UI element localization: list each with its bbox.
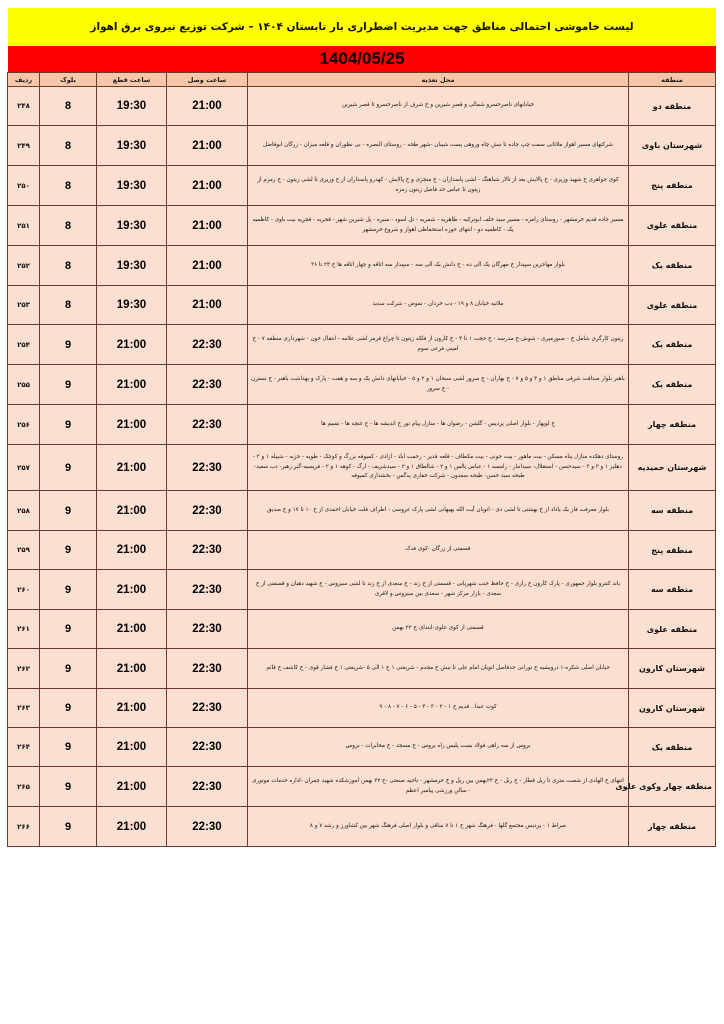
- cell-cut-time: 19:30: [97, 206, 167, 246]
- cell-cut-time: 21:00: [97, 531, 167, 570]
- cell-restore-time: 22:30: [167, 405, 248, 445]
- cell-cut-time: 21:00: [97, 491, 167, 531]
- column-header-restore-time: ساعت وصل: [167, 73, 248, 87]
- cell-row-number: ۲۴۹: [8, 126, 40, 166]
- cell-description: باهنر بلوار صداقت شرقی مناطق ۱ و ۳ و ۵ و ۷ - خ بهاران - خ سرور لشی سبحان ۱ و ۲ و ۵ - خیابانهای دانش یک و سه و هفت - پارک و بهداشت باهنر - خ نسترن - خ سرور: [248, 365, 629, 405]
- cell-block: 9: [40, 570, 97, 610]
- cell-cut-time: 19:30: [97, 286, 167, 325]
- cell-block: 8: [40, 286, 97, 325]
- table-row: [8, 365, 716, 405]
- cell-restore-time: 22:30: [167, 365, 248, 405]
- cell-block: 8: [40, 166, 97, 206]
- cell-cut-time: 21:00: [97, 365, 167, 405]
- cell-row-number: ۲۵۷: [8, 445, 40, 491]
- cell-block: 8: [40, 126, 97, 166]
- cell-description: مسیر جاده قدیم خرمشهر - روستای رامزه - مسیر سید خلف ابوترکیه - طاهریه - شمریه - تل اسود - سیره - پل شیرین شهر - قجریه - قجریه بیت باوی - کاظمیه یک - کاظمیه دو - انتهای حوزه استحفاظی اهواز و شروع خرمشهر: [248, 206, 629, 246]
- cell-region: منطقه چهار: [629, 405, 716, 445]
- cell-restore-time: 21:00: [167, 286, 248, 325]
- cell-cut-time: 21:00: [97, 767, 167, 807]
- cell-row-number: ۲۵۵: [8, 365, 40, 405]
- cell-region: شهرستان کارون: [629, 689, 716, 728]
- table-row: [8, 728, 716, 767]
- column-header-description: محل تغذیه: [248, 73, 629, 87]
- column-header-region: منطقه: [629, 73, 716, 87]
- cell-restore-time: 21:00: [167, 206, 248, 246]
- cell-description: کوی جواهری خ شهید وزیری - خ پالایش بعد از تالار شباهنگ - لشی پاسداران - خ منجزی و خ پالایش - کهدرو پاسداران از خ وزیری تا لشی زیتون - خ زمزم از زیتون تا عباس حد فاصل زیتون زمزه: [248, 166, 629, 206]
- table-row: [8, 405, 716, 445]
- cell-block: 9: [40, 445, 97, 491]
- cell-restore-time: 22:30: [167, 689, 248, 728]
- cell-cut-time: 21:00: [97, 728, 167, 767]
- cell-description: ملاثیه خیابان ۸ و ۱۹ - دب خردان - نموص - شرکت سدید: [248, 286, 629, 325]
- cell-row-number: ۲۶۲: [8, 649, 40, 689]
- table-header: [8, 73, 716, 87]
- cell-block: 9: [40, 807, 97, 847]
- cell-cut-time: 21:00: [97, 807, 167, 847]
- cell-cut-time: 21:00: [97, 649, 167, 689]
- cell-region: شهرستان باوی: [629, 126, 716, 166]
- cell-region: منطقه علوی: [629, 610, 716, 649]
- cell-cut-time: 19:30: [97, 87, 167, 126]
- cell-row-number: ۲۴۸: [8, 87, 40, 126]
- cell-block: 9: [40, 610, 97, 649]
- cell-row-number: ۲۵۴: [8, 325, 40, 365]
- cell-cut-time: 21:00: [97, 445, 167, 491]
- cell-region: منطقه چهار وکوی علوی: [629, 767, 716, 807]
- cell-cut-time: 19:30: [97, 166, 167, 206]
- cell-description: باند کنترو بلوار جمهوری - پارک کارون خ رازی - خ حافظ جنب شهربانی - قسمتی از خ زند - خ سعدی از خ زند تا لشی سیروس - خ شهید دهبان و قسمتی از خ سعدی - بازار مرکز شهر - سعدی بین سیروس و لاقری: [248, 570, 629, 610]
- cell-row-number: ۲۵۲: [8, 246, 40, 286]
- cell-region: منطقه یک: [629, 246, 716, 286]
- table-row: [8, 246, 716, 286]
- cell-row-number: ۲۶۵: [8, 767, 40, 807]
- column-header-block: بلوک: [40, 73, 97, 87]
- cell-region: منطقه پنج: [629, 531, 716, 570]
- cell-description: بلوار مهاجرین سپیدار خ مهرگان یک الی ده - خ دانش یک الی سه - سپیدار سه اتاقه و چهار اتاقه ها خ ۲۳ تا ۳۶: [248, 246, 629, 286]
- cell-block: 9: [40, 689, 97, 728]
- cell-cut-time: 19:30: [97, 126, 167, 166]
- cell-restore-time: 22:30: [167, 491, 248, 531]
- cell-region: منطقه سه: [629, 570, 716, 610]
- cell-block: 9: [40, 365, 97, 405]
- cell-region: منطقه یک: [629, 365, 716, 405]
- table-row: [8, 767, 716, 807]
- cell-cut-time: 21:00: [97, 610, 167, 649]
- cell-row-number: ۲۶۶: [8, 807, 40, 847]
- cell-block: 9: [40, 767, 97, 807]
- cell-cut-time: 21:00: [97, 689, 167, 728]
- cell-block: 8: [40, 206, 97, 246]
- document-date-band: [8, 46, 716, 72]
- cell-cut-time: 21:00: [97, 570, 167, 610]
- table-row: [8, 649, 716, 689]
- cell-row-number: ۲۵۱: [8, 206, 40, 246]
- cell-region: شهرستان حمیدیه: [629, 445, 716, 491]
- cell-description: خیابان اصلی شکره-۱ درویشیه خ نورانی حدفاصل اتوبان امام علی تا نبش خ مجدم - شریعتی ۱ خ ۱ الی ۵ -شریعتی ۱ خ فشار قوی - خ کاشف خ قائم: [248, 649, 629, 689]
- cell-description: خ لویهار - بلوار اصلی پردیس - گلشن - رضوان ها - منازل پیام نور خ اندیشه ها - خ غنچه ها - نسیم ها: [248, 405, 629, 445]
- outage-table: [7, 72, 716, 847]
- cell-row-number: ۲۵۳: [8, 286, 40, 325]
- schedule-date: 1404/05/25: [319, 49, 405, 68]
- cell-block: 9: [40, 325, 97, 365]
- table-row: [8, 126, 716, 166]
- cell-region: منطقه پنج: [629, 166, 716, 206]
- cell-region: منطقه علوی: [629, 206, 716, 246]
- cell-description: کوت عبدا.. قدیم خ ۱ - ۲ - ۳ - ۴ - ۵ - ۶ - ۷ - ۸ - ۹: [248, 689, 629, 728]
- table-row: [8, 286, 716, 325]
- cell-restore-time: 21:00: [167, 246, 248, 286]
- cell-description: زیتون کارگری شامل خ - صبورمیری - شوش-خ مدرسه - خ حجت ۱ تا ۴ - خ کارون از فلکه زیتون تا چراغ قرمز لشی علامه - انتقال خون - شهرداری منطقه ۷ - خ امینی فرعی سوم: [248, 325, 629, 365]
- cell-restore-time: 21:00: [167, 126, 248, 166]
- cell-row-number: ۲۶۰: [8, 570, 40, 610]
- cell-block: 8: [40, 246, 97, 286]
- cell-block: 8: [40, 87, 97, 126]
- cell-block: 9: [40, 405, 97, 445]
- page-title: لیست خاموشی احتمالی مناطق جهت مدیریت اضطراری بار تابستان ۱۴۰۴ – شرکت توزیع نیروی برق اهواز: [90, 21, 634, 33]
- cell-region: منطقه سه: [629, 491, 716, 531]
- cell-restore-time: 22:30: [167, 728, 248, 767]
- cell-description: بلوار معرفت فاز یک پاداد از خ بهشتی تا لشی دی - اتوبان آیت الله بهبهانی لشی پارک عروسی - اطراف فلت خیابان احمدی از خ ۱۰ تا ۱۷ و خ صدیق: [248, 491, 629, 531]
- cell-description: شرکتهای مسیر اهواز ملاثانی سمت چپ جاده تا نبش چاه وروهی پست شیبان -شهر طحه - روستای البصره - بی نظوران و قلعه میزان - زرگان ابوفاضل: [248, 126, 629, 166]
- table-row: [8, 610, 716, 649]
- table-row: [8, 491, 716, 531]
- cell-cut-time: 21:00: [97, 405, 167, 445]
- cell-block: 9: [40, 649, 97, 689]
- cell-cut-time: 21:00: [97, 325, 167, 365]
- table-row: [8, 166, 716, 206]
- cell-block: 9: [40, 531, 97, 570]
- cell-description: صراط ۱ - پردیس مجتمع گلها - فرهنگ شهر خ ۱ تا ۷ ساقی و بلوار اصلی فرهنگ شهر بین کشاورز و رشد ۷ و ۸: [248, 807, 629, 847]
- cell-cut-time: 19:30: [97, 246, 167, 286]
- column-header-cut-time: ساعت قطع: [97, 73, 167, 87]
- cell-description: قسمتی از زرگان -کوی فدک: [248, 531, 629, 570]
- table-body: [8, 87, 716, 847]
- cell-region: منطقه علوی: [629, 286, 716, 325]
- cell-restore-time: 21:00: [167, 166, 248, 206]
- cell-description: روستای دهکده منازل پناه مسکن - بیت ماهور - بیت جونی - بیت مکطاف - قلعه قدیر - رحمت اباد - ازادی - کمیوفه بزرگ و کوچک - طویه - حزبه - شبیله ۱ و ۲ - دهلیز ۱ و ۲ و ۳ - سیدحسن - استقلال- سیدانباز - رامسه ۱ - عباس بالس ۱ و ۲ - شالطاق ۱ و ۲ - سیدشریف - ارگ - کوهه ۱ و ۲ - فریسیه-گبر زهیر- دب سعید- طبحه سید حسن- طبحه سعدون - شرکت حفاری پدگس - بخشداری کمیوفه: [248, 445, 629, 491]
- cell-description: قسمتی از کوی علوی-ابتدای خ ۲۲ بهمن: [248, 610, 629, 649]
- cell-region: منطقه یک: [629, 325, 716, 365]
- cell-region: منطقه دو: [629, 87, 716, 126]
- cell-restore-time: 22:30: [167, 325, 248, 365]
- cell-restore-time: 22:30: [167, 767, 248, 807]
- table-row: [8, 531, 716, 570]
- cell-row-number: ۲۶۴: [8, 728, 40, 767]
- column-header-row-number: ردیف: [8, 73, 40, 87]
- cell-row-number: ۲۵۶: [8, 405, 40, 445]
- cell-restore-time: 21:00: [167, 87, 248, 126]
- cell-row-number: ۲۵۰: [8, 166, 40, 206]
- table-row: [8, 445, 716, 491]
- cell-row-number: ۲۵۸: [8, 491, 40, 531]
- cell-region: منطقه یک: [629, 728, 716, 767]
- table-header-row: [8, 73, 716, 87]
- table-row: [8, 206, 716, 246]
- table-row: [8, 325, 716, 365]
- table-row: [8, 807, 716, 847]
- cell-row-number: ۲۵۹: [8, 531, 40, 570]
- cell-block: 9: [40, 728, 97, 767]
- table-row: [8, 570, 716, 610]
- cell-restore-time: 22:30: [167, 807, 248, 847]
- cell-restore-time: 22:30: [167, 649, 248, 689]
- cell-description: خیابانهای ناصرخسرو شمالی و قصر شیرین و خ شرف از ناصرخسرو تا قصر شیرین: [248, 87, 629, 126]
- cell-region: شهرستان کارون: [629, 649, 716, 689]
- table-row: [8, 689, 716, 728]
- cell-block: 9: [40, 491, 97, 531]
- cell-restore-time: 22:30: [167, 531, 248, 570]
- cell-description: انتهای خ الهادی از شصت متری تا ریل قطار - خ ریل - خ ۲۲بهمن بین ریل و خ خرمشهر - ناحیه صنعتی -خ ۲۲ بهمن اموزشکده شهید چمران -اداره خدمات موتوری - سالن ورزشی پیامبر اعظم: [248, 767, 629, 807]
- document-title-band: [8, 8, 716, 46]
- cell-row-number: ۲۶۳: [8, 689, 40, 728]
- table-row: [8, 87, 716, 126]
- cell-restore-time: 22:30: [167, 570, 248, 610]
- cell-restore-time: 22:30: [167, 610, 248, 649]
- cell-restore-time: 22:30: [167, 445, 248, 491]
- cell-region: منطقه چهار: [629, 807, 716, 847]
- cell-description: بروس از سه راهی فولاد بست پلیس راه بروس - خ مسجد - خ مخابرات - بروس: [248, 728, 629, 767]
- cell-row-number: ۲۶۱: [8, 610, 40, 649]
